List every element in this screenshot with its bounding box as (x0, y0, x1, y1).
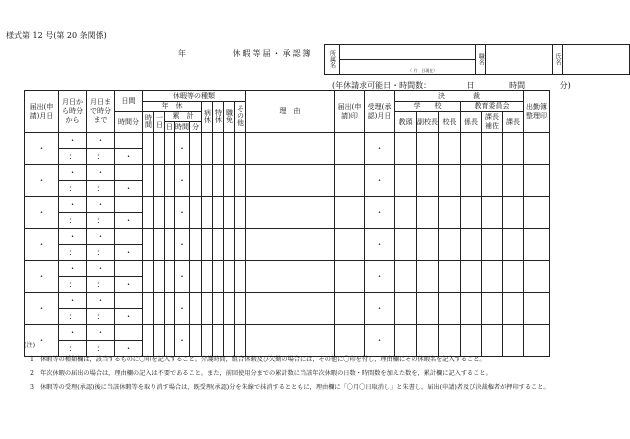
sick-cell[interactable] (202, 133, 213, 165)
principal-cell[interactable] (439, 293, 461, 325)
vice-principal-cell[interactable] (417, 165, 439, 197)
period-cell[interactable] (115, 293, 143, 309)
deputy-manager-cell[interactable] (482, 133, 503, 165)
cum-day-cell[interactable] (165, 229, 175, 261)
head-teacher-cell[interactable] (395, 133, 417, 165)
period-cell[interactable] (115, 229, 143, 245)
col-time: 時間 (143, 112, 154, 133)
table-row (25, 229, 550, 245)
time-cell[interactable] (143, 293, 154, 325)
submit-seal-cell[interactable] (335, 197, 365, 229)
principal-cell[interactable] (439, 229, 461, 261)
head-teacher-cell[interactable] (395, 293, 417, 325)
reason-cell[interactable] (246, 197, 335, 229)
vice-principal-cell[interactable] (417, 133, 439, 165)
to-cell[interactable]: ・ (87, 325, 115, 341)
receipt-cell[interactable]: ・ (365, 293, 395, 325)
col-cum-hour: 時間 (175, 122, 189, 131)
period-cell[interactable]: ・ (115, 309, 143, 325)
other-cell[interactable] (235, 229, 246, 261)
from-cell[interactable]: ： (59, 277, 87, 293)
sick-cell[interactable] (202, 261, 213, 293)
receipt-cell[interactable]: ・ (365, 197, 395, 229)
period-cell[interactable]: ・ (115, 341, 143, 357)
to-cell[interactable]: ・ (87, 197, 115, 213)
from-cell[interactable]: ： (59, 213, 87, 229)
absence-cell[interactable] (224, 229, 235, 261)
cum-day-cell[interactable] (165, 261, 175, 293)
from-cell[interactable]: ： (59, 181, 87, 197)
reason-cell[interactable] (246, 261, 335, 293)
minute-unit: 分) (559, 81, 571, 90)
col-from: 月日から時分から (59, 91, 87, 133)
head-teacher-cell[interactable] (395, 165, 417, 197)
absence-cell[interactable] (224, 197, 235, 229)
cum-day-cell[interactable] (165, 293, 175, 325)
form-title (178, 48, 313, 59)
submit-date-cell[interactable]: ・ (25, 197, 59, 229)
to-cell[interactable]: ： (87, 181, 115, 197)
one-day-cell[interactable] (154, 197, 165, 229)
col-cum-day: 日 (166, 122, 173, 131)
from-cell[interactable]: ・ (59, 325, 87, 341)
from-cell[interactable]: ： (59, 245, 87, 261)
cum-min-cell[interactable] (190, 197, 202, 229)
head-teacher-cell[interactable] (395, 197, 417, 229)
principal-cell[interactable] (439, 165, 461, 197)
submit-date-cell[interactable]: ・ (25, 261, 59, 293)
other-cell[interactable] (235, 293, 246, 325)
period-cell[interactable]: ・ (115, 245, 143, 261)
special-cell[interactable] (213, 165, 224, 197)
cum-hour-cell[interactable]: ・ (175, 133, 190, 165)
attendance-cell[interactable] (524, 293, 550, 325)
cum-day-cell[interactable] (165, 133, 175, 165)
from-cell[interactable]: ・ (59, 133, 87, 149)
submit-date-cell[interactable]: ・ (25, 133, 59, 165)
col-to: 月日まで時分まで (87, 91, 115, 133)
vice-principal-cell[interactable] (417, 293, 439, 325)
col-cum-min: 分 (190, 122, 202, 133)
submit-seal-cell[interactable] (335, 229, 365, 261)
section-chief-cell[interactable] (461, 165, 482, 197)
col-other: その他 (235, 102, 246, 133)
section-chief-cell[interactable] (461, 197, 482, 229)
period-cell[interactable] (115, 133, 143, 149)
to-cell[interactable]: ・ (87, 261, 115, 277)
to-cell[interactable]: ・ (87, 133, 115, 149)
to-cell[interactable]: ・ (87, 165, 115, 181)
other-cell[interactable] (235, 261, 246, 293)
col-period-time: 時間分 (115, 112, 143, 133)
time-cell[interactable] (143, 261, 154, 293)
to-cell[interactable]: ・ (87, 293, 115, 309)
col-submit-date: 届出(申請)月日 (25, 91, 59, 133)
deputy-manager-cell[interactable] (482, 165, 503, 197)
one-day-cell[interactable] (154, 229, 165, 261)
to-cell[interactable]: ： (87, 277, 115, 293)
manager-cell[interactable] (503, 261, 524, 293)
period-cell[interactable]: ・ (115, 149, 143, 165)
receipt-cell[interactable]: ・ (365, 325, 395, 357)
table-row (25, 261, 550, 277)
manager-cell[interactable] (503, 293, 524, 325)
from-cell[interactable]: ・ (59, 197, 87, 213)
cum-hour-cell[interactable]: ・ (175, 261, 190, 293)
hour-unit: 時間 (509, 81, 526, 90)
to-cell[interactable]: ： (87, 341, 115, 357)
receipt-cell[interactable]: ・ (365, 261, 395, 293)
one-day-cell[interactable] (154, 293, 165, 325)
col-period: 日間 (115, 91, 143, 112)
manager-cell[interactable] (503, 229, 524, 261)
col-vice-principal: 副校長 (417, 112, 439, 133)
col-sick: 病休 (202, 102, 213, 133)
period-cell[interactable] (115, 165, 143, 181)
cum-hour-cell[interactable]: ・ (175, 325, 190, 357)
register-title: 休暇等届・承認簿 (232, 49, 313, 58)
sick-cell[interactable] (202, 293, 213, 325)
table-row (25, 165, 550, 181)
reason-cell[interactable] (246, 133, 335, 165)
absence-cell[interactable] (224, 165, 235, 197)
cum-day-cell[interactable] (165, 197, 175, 229)
day-unit: 日 (466, 81, 475, 90)
col-submit-seal: 届出(申請)印 (335, 91, 365, 133)
cum-hour-cell[interactable]: ・ (175, 197, 190, 229)
submit-seal-cell[interactable] (335, 165, 365, 197)
from-cell[interactable]: ・ (59, 261, 87, 277)
attendance-cell[interactable] (524, 261, 550, 293)
table-row (25, 293, 550, 309)
from-cell[interactable]: ・ (59, 229, 87, 245)
cum-min-cell[interactable] (190, 165, 202, 197)
attendance-cell[interactable] (524, 133, 550, 165)
section-chief-cell[interactable] (461, 229, 482, 261)
special-cell[interactable] (213, 197, 224, 229)
table-row (25, 133, 550, 149)
manager-cell[interactable] (503, 197, 524, 229)
col-deputy-manager: 課長補佐 (482, 112, 503, 133)
principal-cell[interactable] (439, 261, 461, 293)
vice-principal-cell[interactable] (417, 261, 439, 293)
to-cell[interactable]: ： (87, 149, 115, 165)
attendance-cell[interactable] (524, 229, 550, 261)
head-teacher-cell[interactable] (395, 261, 417, 293)
from-cell[interactable]: ： (59, 309, 87, 325)
absence-cell[interactable] (224, 293, 235, 325)
deputy-manager-cell[interactable] (482, 197, 503, 229)
time-cell[interactable] (143, 197, 154, 229)
section-chief-cell[interactable] (461, 133, 482, 165)
note-item: 1 休暇等の種類欄は，該当するものに〇印を記入すること。介護時間，組合休暇及び欠勤の場合には，その他に〇印を付し，理由欄にその休暇名を記入すること。 (30, 356, 486, 363)
col-board: 教育委員会 (461, 102, 524, 112)
from-cell[interactable]: ・ (59, 293, 87, 309)
time-cell[interactable] (143, 229, 154, 261)
cum-min-cell[interactable] (190, 133, 202, 165)
time-cell[interactable] (143, 133, 154, 165)
affiliation-field[interactable] (340, 45, 476, 60)
cum-min-cell[interactable] (190, 229, 202, 261)
note-item: 2 年次休暇の届出の場合は，理由欄の記入は不要であること。また，前回使用分までの累計数に当該年次休暇の日数・時間数を加えた数を，累計欄に記入すること。 (30, 370, 492, 377)
cum-min-cell[interactable] (190, 293, 202, 325)
annual-leave-label: (年休請求可能日・時間数： (332, 81, 432, 90)
to-cell[interactable]: ： (87, 213, 115, 229)
from-cell[interactable]: ： (59, 149, 87, 165)
form-number: 様式第 12 号(第 20 条関係) (6, 31, 107, 40)
cum-hour-cell[interactable]: ・ (175, 165, 190, 197)
col-reason: 理 由 (246, 91, 335, 133)
submit-date-cell[interactable]: ・ (25, 293, 59, 325)
notes-section (24, 339, 550, 395)
affiliation-label: 所属名 (325, 45, 340, 75)
head-teacher-cell[interactable] (395, 229, 417, 261)
cum-hour-cell[interactable]: ・ (175, 293, 190, 325)
receipt-cell[interactable]: ・ (365, 165, 395, 197)
principal-cell[interactable] (439, 133, 461, 165)
reason-cell[interactable] (246, 229, 335, 261)
col-receipt: 受理(承認)月日 (365, 91, 395, 133)
vice-principal-cell[interactable] (417, 229, 439, 261)
from-cell[interactable]: ・ (59, 165, 87, 181)
col-annual: 年 休 (143, 102, 202, 112)
col-attendance: 出勤簿整理印 (524, 91, 550, 133)
to-cell[interactable]: ： (87, 309, 115, 325)
special-cell[interactable] (213, 133, 224, 165)
col-school: 学 校 (395, 102, 461, 112)
period-cell[interactable] (115, 261, 143, 277)
to-cell[interactable]: ・ (87, 229, 115, 245)
other-cell[interactable] (235, 133, 246, 165)
deputy-manager-cell[interactable] (482, 293, 503, 325)
col-leave-type-group: 休暇等の種類 (143, 91, 246, 102)
reason-cell[interactable] (246, 293, 335, 325)
name-label: 氏名 (553, 45, 563, 75)
note-item: 3 休暇等の受理(承認)後に当該休暇等を取り消す場合は，既受理(承認)分を朱線で抹消するとともに，理由欄に「〇月〇日取消し」と朱書し，届出(申請)者及び決裁権者が押印すること。 (30, 384, 550, 391)
date-hint: （ 月 日現在） (340, 60, 476, 75)
attendance-cell[interactable] (524, 165, 550, 197)
deputy-manager-cell[interactable] (482, 229, 503, 261)
one-day-cell[interactable] (154, 261, 165, 293)
sick-cell[interactable] (202, 165, 213, 197)
col-principal: 校長 (439, 112, 461, 133)
col-head-teacher: 教頭 (395, 112, 417, 133)
col-section-chief: 係長 (461, 112, 482, 133)
cum-hour-cell[interactable]: ・ (175, 229, 190, 261)
submit-seal-cell[interactable] (335, 293, 365, 325)
leave-register-table (24, 90, 550, 357)
section-chief-cell[interactable] (461, 293, 482, 325)
period-cell[interactable]: ・ (115, 277, 143, 293)
table-row (25, 197, 550, 213)
col-decision: 決 裁 (395, 91, 524, 102)
col-cumulative: 累 計 (165, 112, 202, 122)
col-special: 特休 (213, 102, 224, 133)
one-day-cell[interactable] (154, 165, 165, 197)
special-cell[interactable] (213, 261, 224, 293)
one-day-cell[interactable] (154, 133, 165, 165)
period-cell[interactable] (115, 197, 143, 213)
to-cell[interactable]: ： (87, 245, 115, 261)
special-cell[interactable] (213, 293, 224, 325)
receipt-cell[interactable]: ・ (365, 229, 395, 261)
manager-cell[interactable] (503, 165, 524, 197)
position-label: 職名 (476, 45, 486, 75)
receipt-cell[interactable]: ・ (365, 133, 395, 165)
submit-seal-cell[interactable] (335, 133, 365, 165)
col-manager: 課長 (503, 112, 524, 133)
submit-date-cell[interactable]: ・ (25, 325, 59, 357)
name-field[interactable] (562, 45, 629, 75)
principal-cell[interactable] (439, 197, 461, 229)
cum-day-cell[interactable] (165, 165, 175, 197)
sick-cell[interactable] (202, 229, 213, 261)
vice-principal-cell[interactable] (417, 197, 439, 229)
from-cell[interactable]: ： (59, 341, 87, 357)
absence-cell[interactable] (224, 261, 235, 293)
submit-date-cell[interactable]: ・ (25, 165, 59, 197)
col-absence: 職免 (224, 102, 235, 133)
other-cell[interactable] (235, 197, 246, 229)
attendance-cell[interactable] (524, 197, 550, 229)
deputy-manager-cell[interactable] (482, 261, 503, 293)
col-one-day: 一日 (154, 112, 165, 133)
cum-min-cell[interactable] (190, 261, 202, 293)
sick-cell[interactable] (202, 197, 213, 229)
manager-cell[interactable] (503, 133, 524, 165)
year-label: 年 (178, 49, 186, 58)
submit-seal-cell[interactable] (335, 261, 365, 293)
applicant-header-box (324, 44, 630, 75)
section-chief-cell[interactable] (461, 261, 482, 293)
period-cell[interactable]: ・ (115, 181, 143, 197)
position-field[interactable] (486, 45, 553, 75)
special-cell[interactable] (213, 229, 224, 261)
period-cell[interactable]: ・ (115, 213, 143, 229)
absence-cell[interactable] (224, 133, 235, 165)
submit-date-cell[interactable]: ・ (25, 229, 59, 261)
reason-cell[interactable] (246, 165, 335, 197)
other-cell[interactable] (235, 165, 246, 197)
notes-heading: (注) (24, 342, 36, 349)
time-cell[interactable] (143, 165, 154, 197)
